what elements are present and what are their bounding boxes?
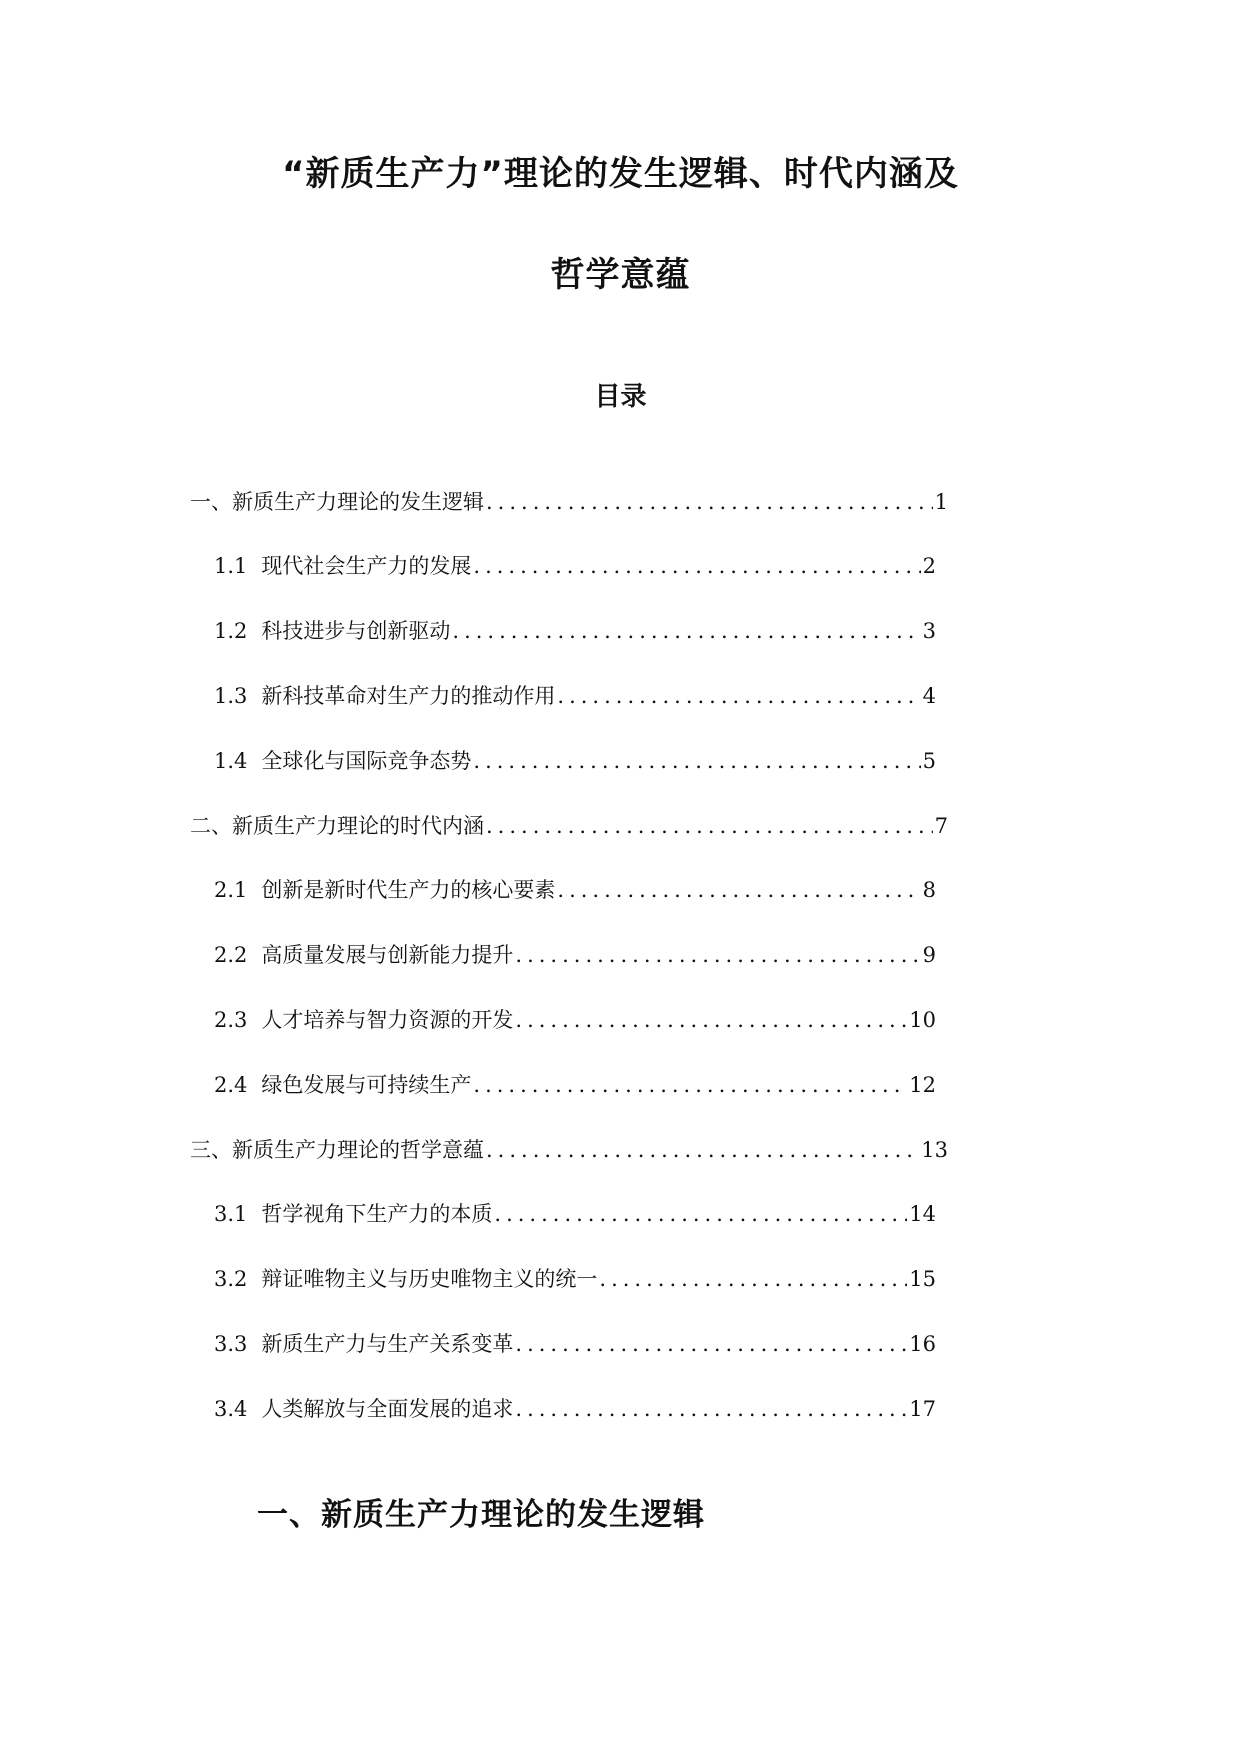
- toc-page-number: 13: [921, 1138, 948, 1162]
- toc-entry-number: 2.2: [214, 943, 248, 967]
- toc-page-number: 9: [922, 943, 936, 967]
- toc-page-number: 7: [934, 814, 948, 838]
- toc-entry-number: 1.3: [214, 684, 248, 708]
- toc-leader: [515, 1330, 907, 1358]
- toc-entry[interactable]: [214, 1200, 936, 1228]
- toc-leader: [473, 1071, 907, 1099]
- toc-entry[interactable]: [214, 1071, 936, 1099]
- document-title-line-1: “新质生产力”理论的发生逻辑、时代内涵及: [282, 154, 959, 194]
- toc-leader: [515, 941, 920, 969]
- toc-entry-text: 二、新质生产力理论的时代内涵: [190, 814, 484, 838]
- toc-entry-number: 3.1: [214, 1202, 248, 1226]
- toc-entry[interactable]: [190, 1136, 948, 1164]
- section-heading: 一、新质生产力理论的发生逻辑: [257, 1497, 705, 1533]
- toc-leader: [473, 747, 920, 775]
- toc-entry-number: 1.4: [214, 749, 248, 773]
- document-title-line-2: 哲学意蕴: [550, 255, 691, 295]
- toc-entry[interactable]: [214, 1395, 936, 1423]
- toc-page-number: 5: [922, 749, 936, 773]
- toc-entry-text: 一、新质生产力理论的发生逻辑: [190, 490, 484, 514]
- toc-entry-text: 哲学视角下生产力的本质: [261, 1202, 493, 1226]
- toc-page-number: 8: [922, 878, 936, 902]
- toc-leader: [473, 552, 920, 580]
- toc-entry-text: 三、新质生产力理论的哲学意蕴: [190, 1138, 484, 1162]
- toc-heading: 目录: [594, 382, 647, 412]
- toc-entry-number: 3.4: [214, 1397, 248, 1421]
- toc-entry[interactable]: [214, 617, 936, 645]
- toc-leader: [494, 1200, 907, 1228]
- toc-leader: [486, 1136, 919, 1164]
- toc-leader: [557, 682, 920, 710]
- toc-entry-text: 新科技革命对生产力的推动作用: [261, 684, 556, 708]
- toc-page-number: 12: [909, 1073, 936, 1097]
- toc-entry[interactable]: [214, 1330, 936, 1358]
- toc-entry-text: 人类解放与全面发展的追求: [261, 1397, 514, 1421]
- toc-page-number: 16: [909, 1332, 936, 1356]
- toc-entry-number: 3.2: [214, 1267, 248, 1291]
- toc-entry[interactable]: [214, 747, 936, 775]
- toc-entry-text: 全球化与国际竞争态势: [261, 749, 472, 773]
- toc-page-number: 4: [922, 684, 936, 708]
- toc-entry[interactable]: [214, 1265, 936, 1293]
- toc-leader: [486, 488, 933, 516]
- toc-page-number: 10: [909, 1008, 936, 1032]
- toc-leader: [515, 1006, 907, 1034]
- toc-page-number: 1: [934, 490, 948, 514]
- toc-entry-number: 1.1: [214, 554, 248, 578]
- toc-page-number: 2: [922, 554, 936, 578]
- toc-leader: [557, 876, 920, 904]
- toc-page-number: 14: [909, 1202, 936, 1226]
- toc-entry-number: 2.1: [214, 878, 248, 902]
- toc-entry-text: 高质量发展与创新能力提升: [261, 943, 514, 967]
- toc-entry[interactable]: [190, 488, 948, 516]
- toc-entry-text: 绿色发展与可持续生产: [261, 1073, 472, 1097]
- toc-entry-number: 3.3: [214, 1332, 248, 1356]
- toc-page-number: 15: [909, 1267, 936, 1291]
- toc-leader: [515, 1395, 907, 1423]
- toc-entry-number: 2.4: [214, 1073, 248, 1097]
- toc-entry[interactable]: [214, 941, 936, 969]
- toc-entry[interactable]: [214, 682, 936, 710]
- toc-entry[interactable]: [214, 876, 936, 904]
- toc-leader: [452, 617, 920, 645]
- toc-page-number: 17: [909, 1397, 936, 1421]
- toc-page-number: 3: [922, 619, 936, 643]
- toc-entry[interactable]: [190, 812, 948, 840]
- toc-entry-text: 创新是新时代生产力的核心要素: [261, 878, 556, 902]
- toc-entry-text: 辩证唯物主义与历史唯物主义的统一: [261, 1267, 598, 1291]
- toc-leader: [486, 812, 933, 840]
- toc-entry-text: 现代社会生产力的发展: [261, 554, 472, 578]
- toc-entry[interactable]: [214, 552, 936, 580]
- toc-entry-text: 科技进步与创新驱动: [261, 619, 451, 643]
- toc-leader: [599, 1265, 907, 1293]
- toc-entry-text: 新质生产力与生产关系变革: [261, 1332, 514, 1356]
- toc-entry-text: 人才培养与智力资源的开发: [261, 1008, 514, 1032]
- toc-entry-number: 1.2: [214, 619, 248, 643]
- toc-entry[interactable]: [214, 1006, 936, 1034]
- toc-entry-number: 2.3: [214, 1008, 248, 1032]
